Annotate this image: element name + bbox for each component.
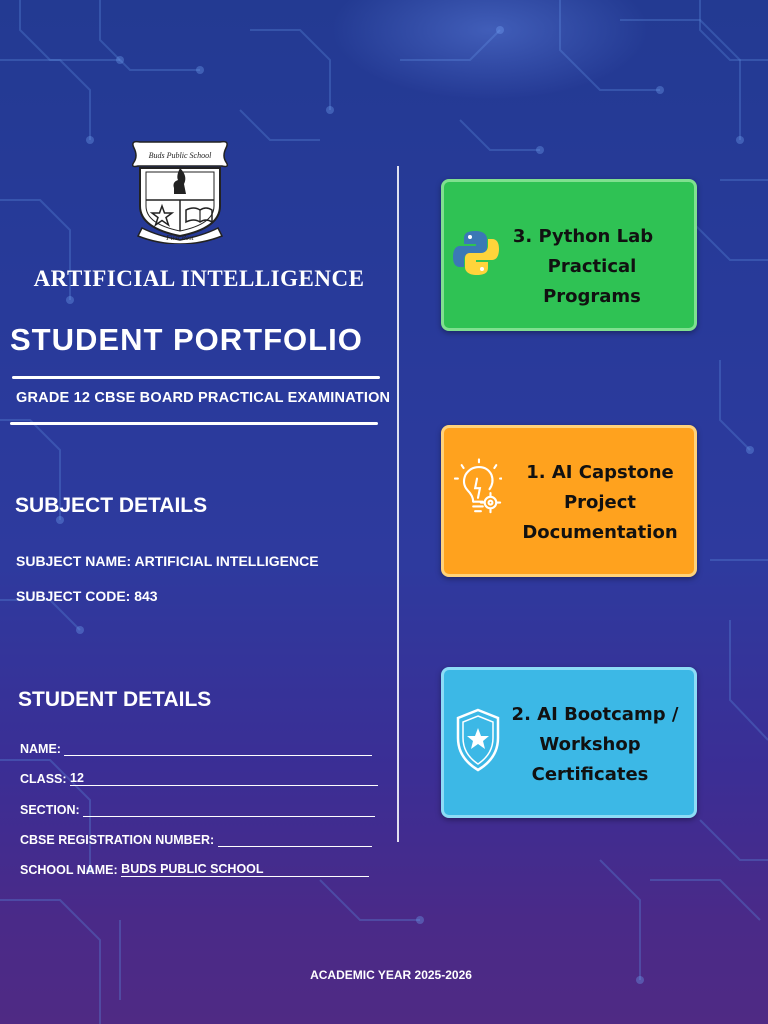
section-field[interactable] — [20, 802, 375, 817]
vertical-divider — [397, 166, 399, 842]
card-python-lab[interactable] — [441, 179, 697, 331]
subject-code: SUBJECT CODE: 843 — [16, 588, 158, 604]
capstone-card-line-3: Documentation — [522, 522, 678, 543]
subject-details-heading: SUBJECT DETAILS — [15, 494, 208, 517]
page-title: STUDENT PORTFOLIO — [10, 322, 363, 357]
name-label: NAME: — [20, 742, 61, 756]
card-ai-bootcamp[interactable] — [441, 667, 697, 818]
student-details-heading: STUDENT DETAILS — [18, 688, 212, 711]
school-name-input-line[interactable] — [121, 862, 369, 877]
class-value: 12 — [70, 771, 84, 785]
registration-label: CBSE REGISTRATION NUMBER: — [20, 833, 215, 847]
title-divider-bottom — [10, 422, 378, 425]
python-card-line-1: 3. Python Lab — [512, 226, 654, 247]
name-input-line[interactable] — [64, 741, 372, 756]
bootcamp-card-line-2: Workshop — [539, 734, 641, 755]
title-divider-top — [12, 376, 380, 379]
lightbulb-gear-icon — [454, 458, 502, 528]
school-name-label: SCHOOL NAME: — [20, 863, 118, 877]
card-ai-capstone[interactable] — [441, 425, 697, 577]
registration-field[interactable] — [20, 832, 372, 847]
bootcamp-card-line-3: Certificates — [531, 764, 649, 785]
crest-motto-text: First Best — [166, 234, 194, 242]
section-label: SECTION: — [20, 803, 80, 817]
capstone-card-line-1: 1. AI Capstone — [526, 462, 674, 483]
school-crest-logo — [128, 136, 232, 244]
school-name-field[interactable] — [20, 862, 369, 877]
subject-banner: ARTIFICIAL INTELLIGENCE — [33, 266, 365, 291]
crest-top-text: Buds Public School — [148, 151, 212, 160]
exam-subtitle: GRADE 12 CBSE BOARD PRACTICAL EXAMINATION — [16, 390, 391, 406]
academic-year: ACADEMIC YEAR 2025-2026 — [310, 968, 472, 982]
class-input-line[interactable] — [70, 771, 378, 786]
registration-input-line[interactable] — [218, 832, 372, 847]
school-name-value: BUDS PUBLIC SCHOOL — [121, 862, 264, 876]
capstone-card-line-2: Project — [563, 492, 637, 513]
class-field[interactable] — [20, 771, 378, 786]
name-field[interactable] — [20, 741, 372, 756]
python-card-line-2: Practical Programs — [543, 256, 641, 307]
class-label: CLASS: — [20, 772, 67, 786]
bootcamp-card-line-1: 2. AI Bootcamp / — [511, 704, 679, 725]
section-input-line[interactable] — [83, 802, 375, 817]
subject-name: SUBJECT NAME: ARTIFICIAL INTELLIGENCE — [16, 553, 319, 569]
